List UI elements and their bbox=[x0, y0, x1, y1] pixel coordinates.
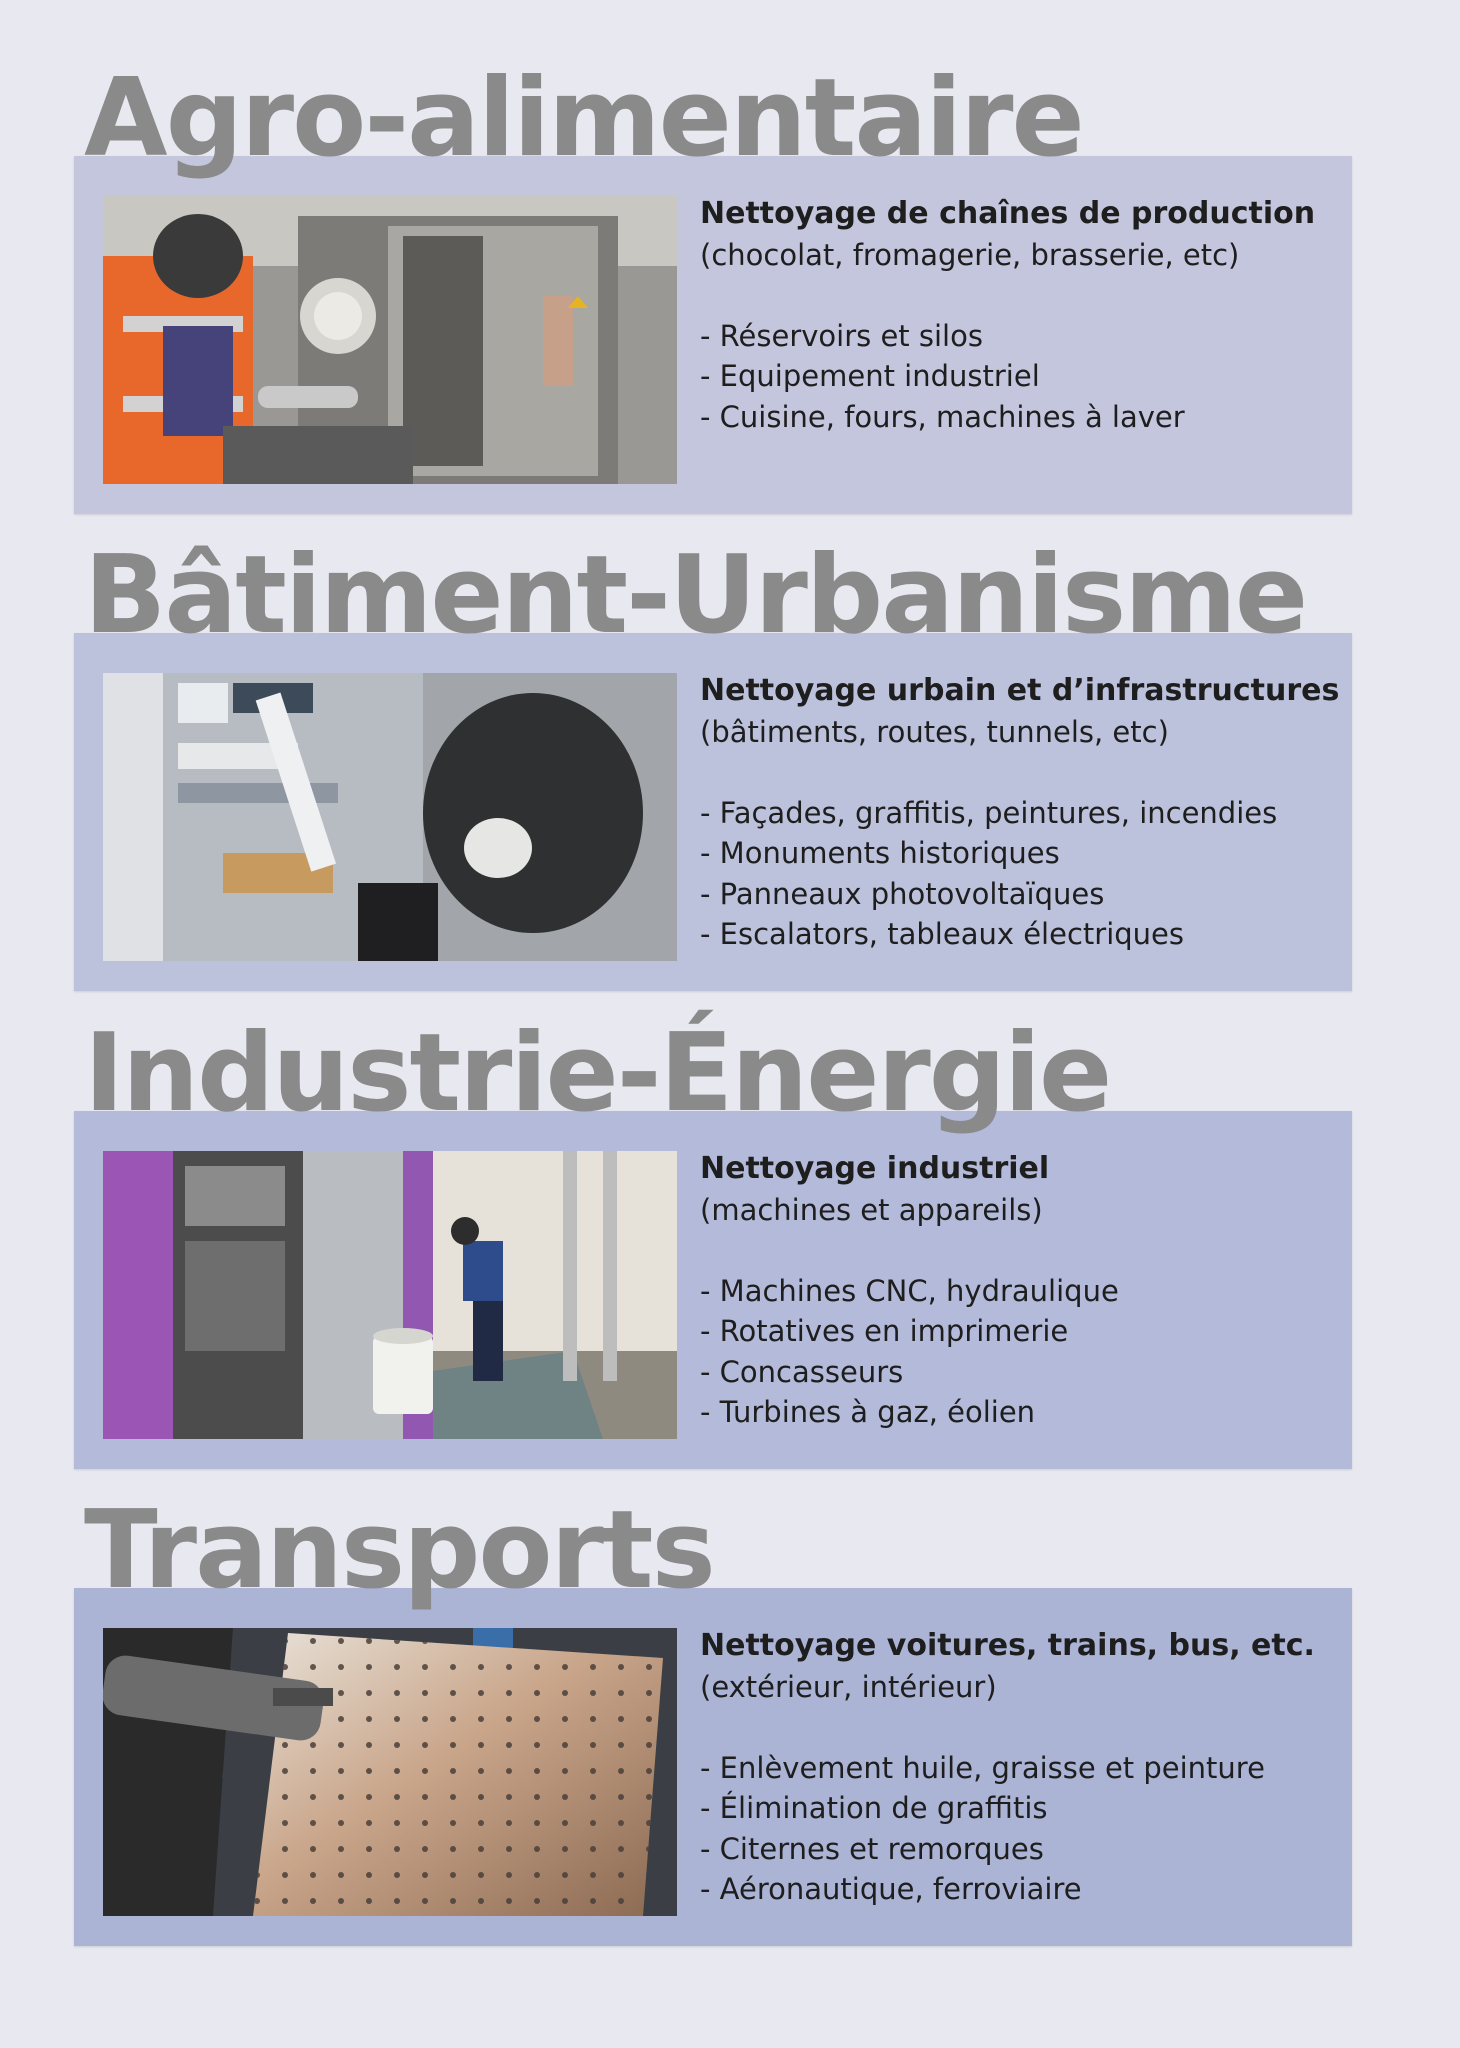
photo-worker-cleaning-electrical-panel bbox=[103, 673, 677, 961]
section-list bbox=[700, 793, 1340, 955]
section-batiment-urbanisme bbox=[0, 533, 1460, 1017]
section-panel bbox=[74, 1588, 1352, 1946]
list-item: - Equipement industriel bbox=[700, 359, 1040, 393]
section-title: Nettoyage de chaînes de production bbox=[700, 196, 1316, 231]
section-subtitle: (chocolat, fromagerie, brasserie, etc) bbox=[700, 237, 1240, 272]
photo-worker-cleaning-industrial-cabinet bbox=[103, 1151, 677, 1439]
list-item: - Réservoirs et silos bbox=[700, 318, 983, 353]
list-item: - Façades, graffitis, peintures, incendies bbox=[700, 795, 1278, 830]
section-transports bbox=[0, 1488, 1460, 1972]
section-text bbox=[700, 671, 1340, 955]
section-title: Nettoyage urbain et d’infrastructures bbox=[700, 673, 1340, 708]
section-industrie-energie bbox=[0, 1011, 1460, 1495]
section-heading: Transports bbox=[84, 1488, 714, 1613]
list-item: - Élimination de graffitis bbox=[700, 1791, 1048, 1825]
list-item: - Turbines à gaz, éolien bbox=[700, 1395, 1036, 1429]
section-title: Nettoyage industriel bbox=[700, 1151, 1050, 1186]
list-item: - Rotatives en imprimerie bbox=[700, 1314, 1069, 1348]
section-subtitle: (extérieur, intérieur) bbox=[700, 1669, 997, 1704]
section-list bbox=[700, 1271, 1340, 1433]
list-item: - Cuisine, fours, machines à laver bbox=[700, 399, 1185, 434]
section-text bbox=[700, 1149, 1340, 1433]
section-heading: Agro-alimentaire bbox=[84, 56, 1083, 181]
section-text bbox=[700, 194, 1340, 437]
section-heading: Industrie-Énergie bbox=[84, 1011, 1111, 1136]
photo-worker-cleaning-machine bbox=[103, 196, 677, 484]
section-list bbox=[700, 1748, 1340, 1910]
list-item: - Monuments historiques bbox=[700, 836, 1060, 870]
section-list bbox=[700, 316, 1340, 438]
section-panel bbox=[74, 633, 1352, 991]
list-item: - Citernes et remorques bbox=[700, 1831, 1044, 1866]
section-agro-alimentaire bbox=[0, 56, 1460, 540]
section-title: Nettoyage voitures, trains, bus, etc. bbox=[700, 1628, 1315, 1663]
section-heading: Bâtiment-Urbanisme bbox=[84, 533, 1307, 658]
list-item: - Aéronautique, ferroviaire bbox=[700, 1872, 1082, 1906]
section-subtitle: (bâtiments, routes, tunnels, etc) bbox=[700, 714, 1169, 749]
section-text bbox=[700, 1626, 1340, 1910]
section-panel bbox=[74, 156, 1352, 514]
list-item: - Escalators, tableaux électriques bbox=[700, 917, 1184, 951]
section-panel bbox=[74, 1111, 1352, 1469]
photo-cleaning-perforated-metal-plate bbox=[103, 1628, 677, 1916]
list-item: - Enlèvement huile, graisse et peinture bbox=[700, 1750, 1265, 1785]
list-item: - Concasseurs bbox=[700, 1354, 904, 1389]
section-subtitle: (machines et appareils) bbox=[700, 1192, 1043, 1227]
list-item: - Machines CNC, hydraulique bbox=[700, 1273, 1119, 1308]
list-item: - Panneaux photovoltaïques bbox=[700, 876, 1105, 911]
